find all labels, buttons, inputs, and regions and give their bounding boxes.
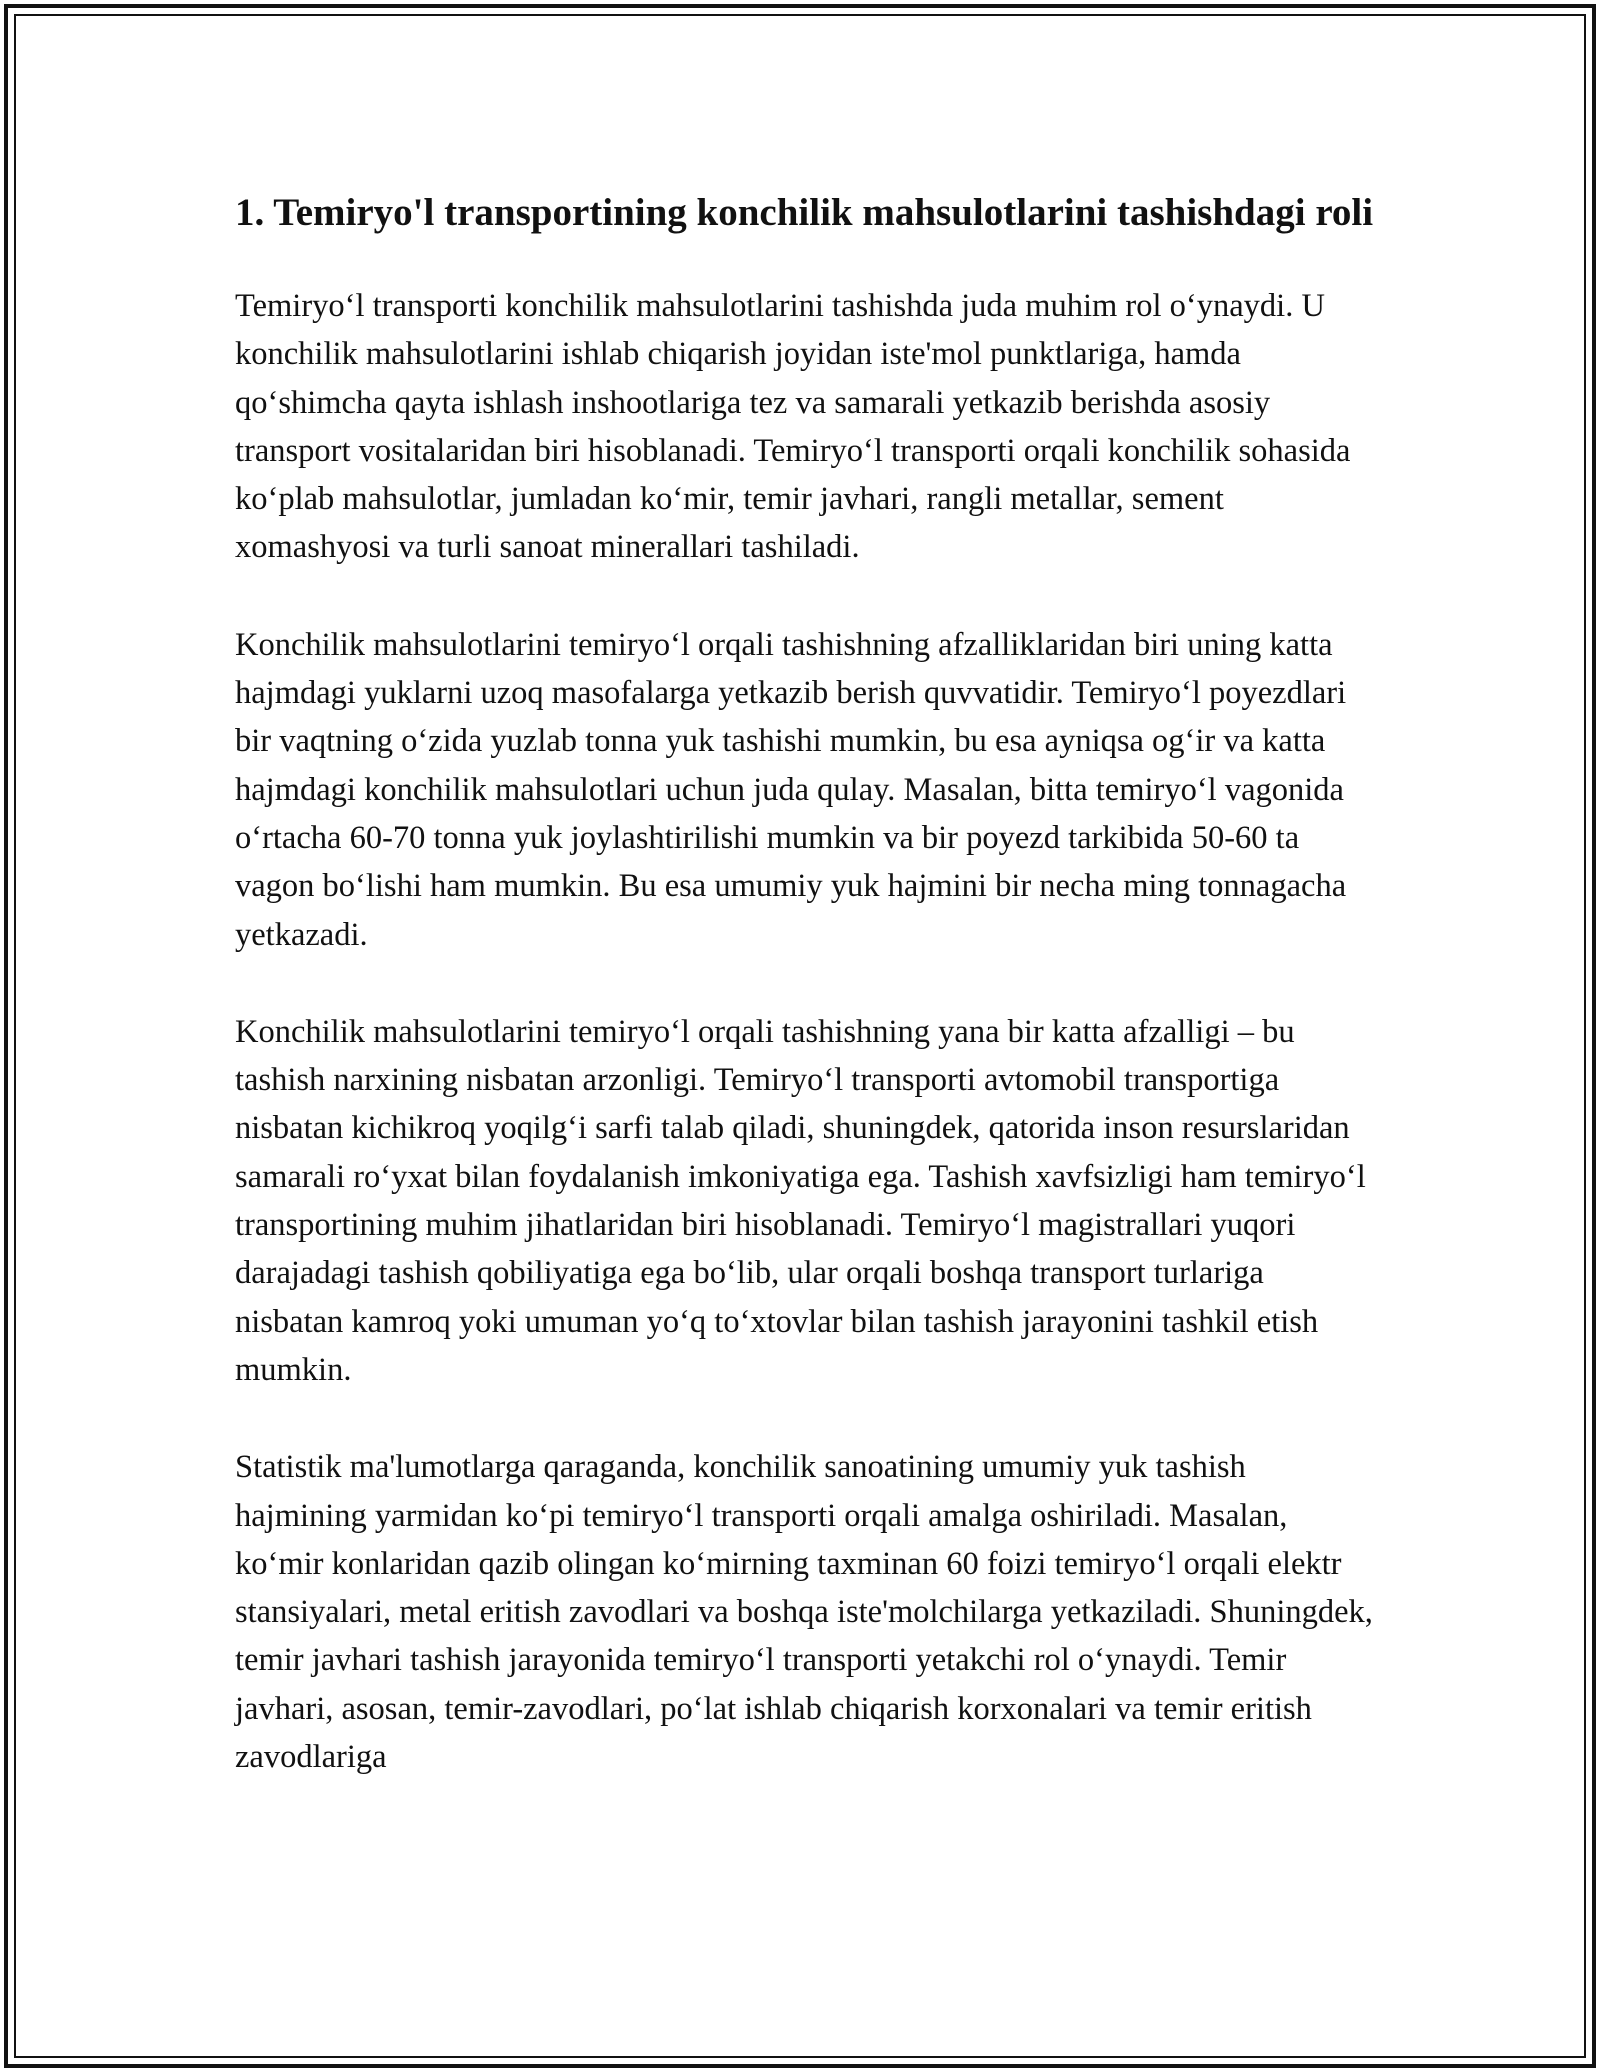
paragraph-2: Konchilik mahsulotlarini temiryo‘l orqali tashishning afzalliklaridan biri uning katta hajmdagi yuklarni uzoq masofalarga yetkazib berish quvvatidir. Temiryo‘l poyezdlari bir vaqtning o‘zida yuzlab tonna yuk tashishi mumkin, bu esa ayniqsa og‘ir va katta hajmdagi konchilik mahsulotlari uchun juda qulay. Masalan, bitta temiryo‘l vagonida o‘rtacha 60-70 tonna yuk joylashtirilishi mumkin va bir poyezd tarkibida 50-60 ta vagon bo‘lishi ham mumkin. Bu esa umumiy yuk hajmini bir necha ming tonnagacha yetkazadi.	[235, 626, 1347, 953]
paragraph-4: Statistik ma'lumotlarga qaraganda, konchilik sanoatining umumiy yuk tashish hajmining yarmidan ko‘pi temiryo‘l transporti orqali amalga oshiriladi. Masalan, ko‘mir konlaridan qazib olingan ko‘mirning taxminan 60 foizi temiryo‘l orqali elektr stansiyalari, metal eritish zavodlari va boshqa iste'molchilarga yetkaziladi. Shuningdek, temir javhari tashish jarayonida temiryo‘l transporti yetakchi rol o‘ynaydi. Temir javhari, asosan, temir-zavodlari, po‘lat ishlab chiqarish korxonalari va temir eritish zavodlariga	[235, 1449, 1373, 1776]
document-body	[235, 188, 1380, 1830]
paragraph-1: Temiryo‘l transporti konchilik mahsulotlarini tashishda juda muhim rol o‘ynaydi. U konchilik mahsulotlarini ishlab chiqarish joyidan iste'mol punktlariga, hamda qo‘shimcha qayta ishlash inshootlariga tez va samarali yetkazib berishda asosiy transport vositalaridan biri hisoblanadi. Temiryo‘l transporti orqali konchilik sohasida ko‘plab mahsulotlar, jumladan ko‘mir, temir javhari, rangli metallar, sement xomashyosi va turli sanoat minerallari tashiladi.	[235, 288, 1351, 566]
paragraph-3: Konchilik mahsulotlarini temiryo‘l orqali tashishning yana bir katta afzalligi – bu tashish narxining nisbatan arzonligi. Temiryo‘l transporti avtomobil transportiga nisbatan kichikroq yoqilg‘i sarfi talab qiladi, shuningdek, qatorida inson resurslaridan samarali ro‘yxat bilan foydalanish imkoniyatiga ega. Tashish xavfsizligi ham temiryo‘l transportining muhim jihatlaridan biri hisoblanadi. Temiryo‘l magistrallari yuqori darajadagi tashish qobiliyatiga ega bo‘lib, ular orqali boshqa transport turlariga nisbatan kamroq yoki umuman yo‘q to‘xtovlar bilan tashish jarayonini tashkil etish mumkin.	[235, 1013, 1366, 1388]
section-heading: 1. Temiryo'l transportining konchilik mahsulotlarini tashishdagi roli	[235, 191, 1374, 234]
